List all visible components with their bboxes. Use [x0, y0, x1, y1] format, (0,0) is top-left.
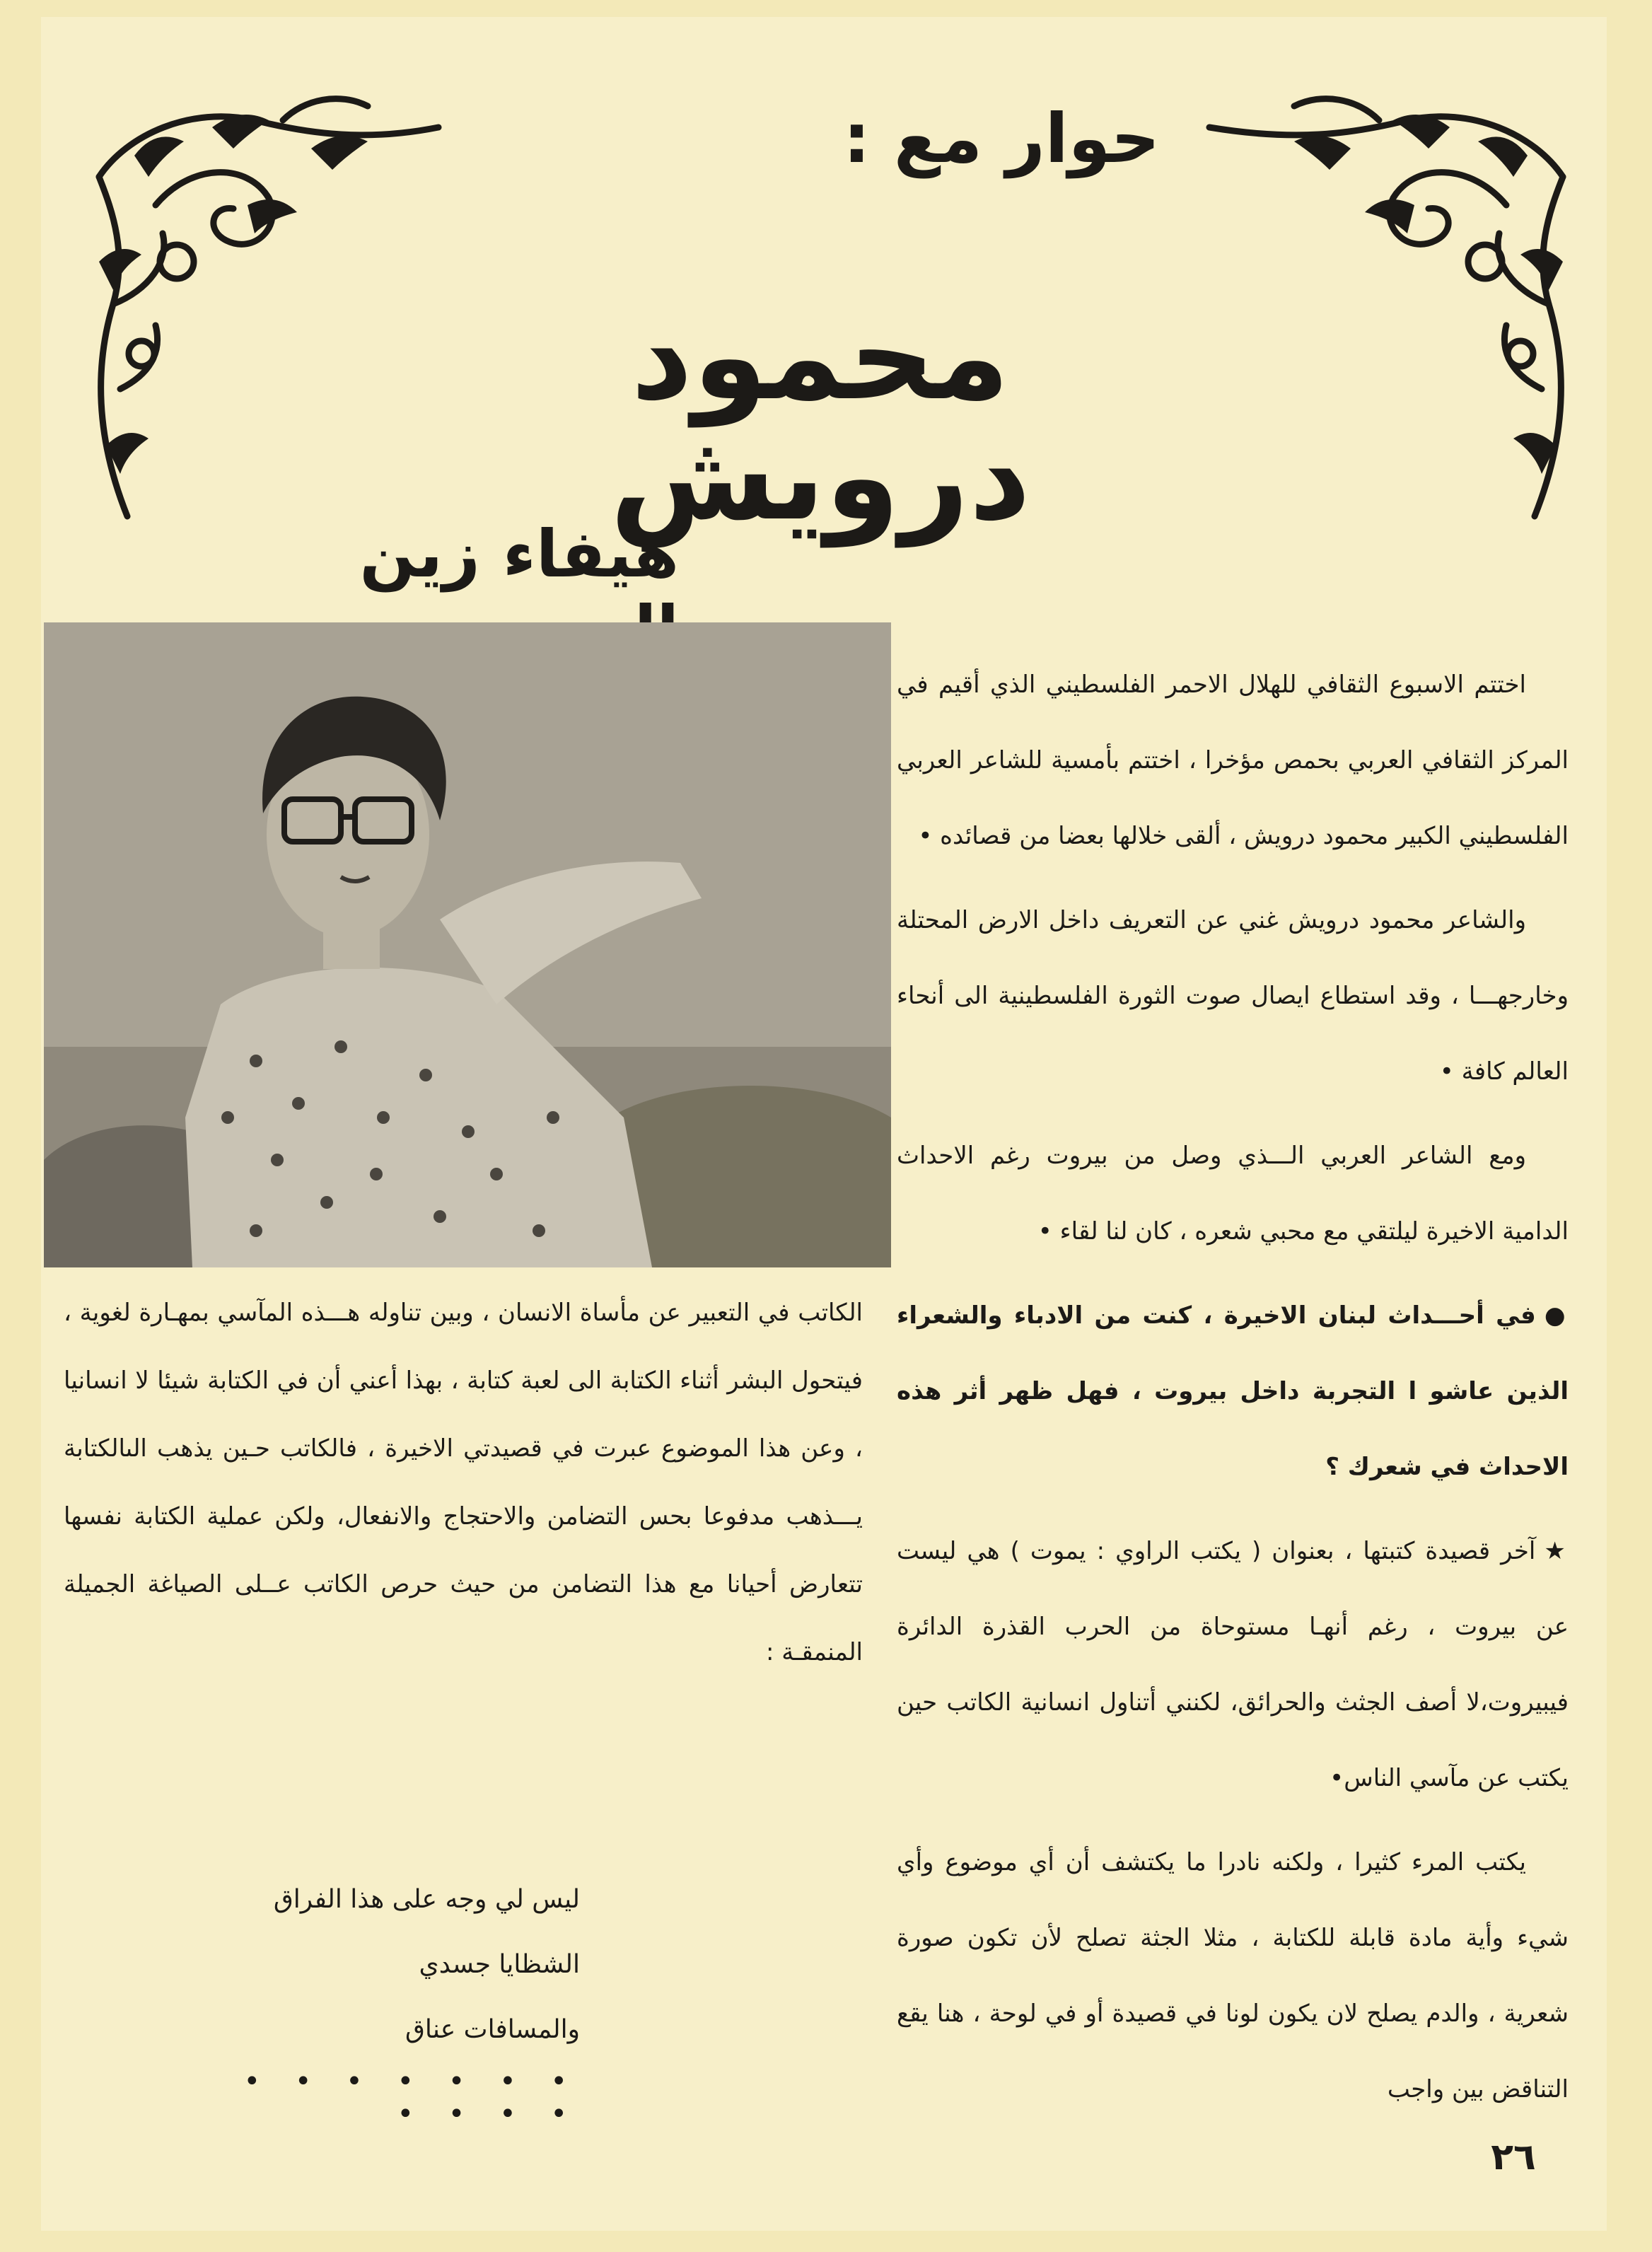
answer-text: آخر قصيدة كتبتها ، بعنوان ( يكتب الراوي : يموت ) هي ليست عن بيروت ، رغم أنهـا مستوحاة من الحرب القذرة الدائرة فيبيروت،لا أصف الجثث والحرائق، لكنني أتناول انسانية الكاتب حين يكتب عن مآسي الناس•	[897, 1537, 1569, 1792]
article-title: محمود درويش	[610, 287, 1031, 547]
answer-paragraph: يكتب المرء كثيرا ، ولكنه نادرا ما يكتشف أن أي موضوع وأي شيء وأية مادة قابلة للكتابة ، مثلا الجثة تصلح لأن تكون صورة شعرية ، والدم يصلح لان يكون لونا في قصيدة أو في لوحة ، هنا يقع التناقض بين واجب	[897, 1848, 1569, 2103]
bullet-dot-icon: ●	[1544, 1301, 1569, 1330]
interview-question	[897, 1278, 1569, 1505]
star-icon: ★	[1544, 1537, 1569, 1565]
intro-paragraph: اختتم الاسبوع الثقافي للهلال الاحمر الفلسطيني الذي أقيم في المركز الثقافي العربي بحمص مؤخرا ، اختتم بأمسية للشاعر العربي الفلسطيني الكبير محمود درويش ، ألقى خلالها بعضا من قصائده •	[897, 671, 1569, 850]
interview-kicker: حوار مع :	[843, 99, 1160, 178]
answer-continuation: الكاتب في التعبير عن مأساة الانسان ، وبين تناوله هـــذه المآسي بمهـارة لغوية ، فيتحول البشر أثناء الكتابة الى لعبة كتابة ، بهذا أعني أن في الكتابة شيئا لا انسانيا ، وعن هذا الموضوع عبرت في قصيدتي الاخيرة ، فالكاتب حـين يذهب الىالكتابة يـــذهب مدفوعا بحس التضامن والاحتجاج والانفعال، ولكن عملية الكتابة نفسها تتعارض أحيانا مع هذا التضامن من حيث حرص الكاتب عــلى الصياغة الجميلة المنمقـة :	[64, 1299, 863, 1666]
poem-line: والمسافات عناق	[405, 2015, 580, 2044]
poem-excerpt	[273, 1867, 580, 2062]
left-text-column	[64, 1279, 863, 1695]
ellipsis-dots: • • • • • • • • • • •	[243, 2065, 580, 2130]
poem-line: الشظايا جسدي	[419, 1950, 580, 1979]
right-text-column	[897, 647, 1569, 2136]
page-number: ٢٦	[1491, 2136, 1536, 2178]
floral-ornament-left	[71, 78, 467, 530]
intro-paragraph: والشاعر محمود درويش غني عن التعريف داخل الارض المحتلة وخارجهـــا ، وقد استطاع ايصال صوت الثورة الفلسطينية الى أنحاء العالم كافة •	[897, 906, 1569, 1086]
floral-ornament-right	[1181, 78, 1591, 530]
poet-portrait-photo	[44, 622, 891, 1267]
poem-line: ليس لي وجه على هذا الفراق	[273, 1885, 580, 1914]
intro-paragraph: ومع الشاعر العربي الـــذي وصل من بيروت رغم الاحداث الدامية الاخيرة ليلتقي مع محبي شعره ، كان لنا لقاء •	[897, 1142, 1569, 1246]
interview-answer	[897, 1514, 1569, 1816]
question-text: في أحـــداث لبنان الاخيرة ، كنت من الادباء والشعراء الذين عاشو ا التجربة داخل بيروت ، فهل ظهر أثر هذه الاحداث في شعرك ؟	[897, 1301, 1569, 1481]
author-byline: هيفاء زين	[359, 516, 679, 592]
